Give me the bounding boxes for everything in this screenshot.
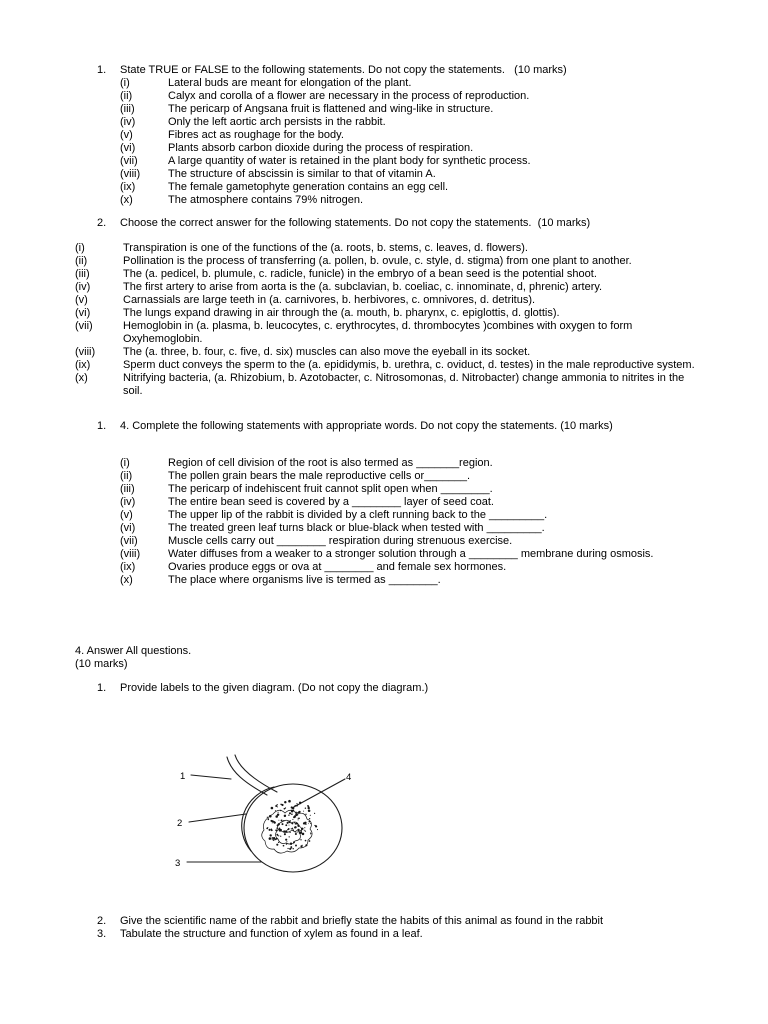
list-item xyxy=(120,142,720,155)
list-item xyxy=(120,496,720,509)
item-number: 3. xyxy=(97,928,107,940)
item-text: The pericarp of indehiscent fruit cannot split open when ________. xyxy=(168,483,493,495)
item-text: Carnassials are large teeth in (a. carnivores, b. herbivores, c. omnivores, d. detritus). xyxy=(123,294,536,306)
item-text: Hemoglobin in (a. plasma, b. leucocytes, c. erythrocytes, d. thrombocytes )combines with oxygen to form Oxyhemoglobin. xyxy=(123,320,636,345)
list-item xyxy=(120,77,720,90)
question-4-header xyxy=(75,645,715,671)
item-number: 2. xyxy=(97,915,107,927)
list-item xyxy=(120,535,720,548)
list-item xyxy=(75,359,695,372)
diagram-central-mass xyxy=(266,800,318,850)
list-item xyxy=(120,509,720,522)
item-text: Ovaries produce eggs or ova at ________ and female sex hormones. xyxy=(168,561,507,573)
list-item xyxy=(75,268,695,281)
list-item xyxy=(75,372,695,398)
item-text: Water diffuses from a weaker to a stronger solution through a ________ membrane during osmosis. xyxy=(168,548,654,560)
question-2-list xyxy=(75,242,695,398)
diagram-label-4: 4 xyxy=(346,772,352,783)
item-number: (x) xyxy=(120,194,133,206)
item-number: (iv) xyxy=(120,116,136,128)
list-item xyxy=(120,116,720,129)
item-text: Plants absorb carbon dioxide during the process of respiration. xyxy=(168,142,474,154)
list-item xyxy=(120,457,720,470)
item-number: (iii) xyxy=(120,103,135,115)
diagram-stalk-line xyxy=(227,757,267,795)
item-number: (ii) xyxy=(120,470,133,482)
item-text: Fibres act as roughage for the body. xyxy=(168,129,344,141)
diagram-stalk-line xyxy=(235,755,277,792)
question-text: Choose the correct answer for the following statements. Do not copy the statements. (10 marks) xyxy=(120,217,591,229)
item-number: (i) xyxy=(120,77,130,89)
list-item xyxy=(75,307,695,320)
item-number: (vii) xyxy=(120,535,138,547)
item-text: The entire bean seed is covered by a ________ layer of seed coat. xyxy=(168,496,494,508)
item-text: The female gametophyte generation contains an egg cell. xyxy=(168,181,449,193)
item-number: (iv) xyxy=(120,496,136,508)
list-item xyxy=(97,915,737,928)
diagram-outer-wall xyxy=(244,784,342,872)
list-item xyxy=(120,194,720,207)
question-number: 2. xyxy=(97,217,107,229)
list-item xyxy=(120,168,720,181)
item-text: Nitrifying bacteria, (a. Rhizobium, b. Azotobacter, c. Nitrosomonas, d. Nitrobacter) change ammonia to nitrites in the soil. xyxy=(123,372,688,397)
diagram-label-3: 3 xyxy=(175,858,181,869)
list-item xyxy=(120,470,720,483)
question-3-list xyxy=(120,457,720,587)
item-text: The (a. pedicel, b. plumule, c. radicle, funicle) in the embryo of a bean seed is the potential shoot. xyxy=(123,268,597,280)
item-text: The (a. three, b. four, c. five, d. six) muscles can also move the eyeball in its socket. xyxy=(123,346,531,358)
list-item xyxy=(120,574,720,587)
list-item xyxy=(120,548,720,561)
question-4-item-1 xyxy=(97,682,717,695)
list-item xyxy=(75,346,695,359)
question-2-header xyxy=(97,217,737,230)
ovule-diagram xyxy=(170,752,370,904)
item-number: (viii) xyxy=(75,346,96,358)
item-number: (ii) xyxy=(120,90,133,102)
item-text: A large quantity of water is retained in the plant body for synthetic process. xyxy=(168,155,531,167)
question-marks: (10 marks) xyxy=(75,658,128,670)
item-number: (v) xyxy=(75,294,88,306)
item-number: (ix) xyxy=(120,561,136,573)
item-text: Region of cell division of the root is also termed as _______region. xyxy=(168,457,493,469)
item-number: (v) xyxy=(120,509,133,521)
list-item xyxy=(120,561,720,574)
item-number: (vii) xyxy=(75,320,93,332)
list-item xyxy=(75,320,695,346)
label-line-1 xyxy=(191,775,231,779)
item-number: (x) xyxy=(75,372,88,384)
item-text: Lateral buds are meant for elongation of the plant. xyxy=(168,77,412,89)
item-number: (v) xyxy=(120,129,133,141)
item-number: (iv) xyxy=(75,281,91,293)
list-item xyxy=(120,483,720,496)
item-text: The place where organisms live is termed as ________. xyxy=(168,574,441,586)
item-text: The treated green leaf turns black or blue-black when tested with _________. xyxy=(168,522,545,534)
item-number: (iii) xyxy=(75,268,90,280)
item-text: Calyx and corolla of a flower are necessary in the process of reproduction. xyxy=(168,90,530,102)
list-item xyxy=(75,242,695,255)
list-item xyxy=(97,928,737,941)
item-number: (vi) xyxy=(75,307,91,319)
item-number: (iii) xyxy=(120,483,135,495)
question-text: State TRUE or FALSE to the following statements. Do not copy the statements. (10 marks) xyxy=(120,64,567,76)
list-item xyxy=(120,103,720,116)
item-text: The pollen grain bears the male reproductive cells or_______. xyxy=(168,470,471,482)
item-number: (x) xyxy=(120,574,133,586)
list-item xyxy=(75,255,695,268)
question-1-header xyxy=(97,64,737,77)
diagram-label-1: 1 xyxy=(180,771,186,782)
item-text: Sperm duct conveys the sperm to the (a. epididymis, b. urethra, c. oviduct, d. testes) in the male reproductive system. xyxy=(123,359,695,371)
list-item xyxy=(75,294,695,307)
item-text: Transpiration is one of the functions of the (a. roots, b. stems, c. leaves, d. flowers). xyxy=(123,242,528,254)
item-number: (ix) xyxy=(75,359,91,371)
item-text: The upper lip of the rabbit is divided by a cleft running back to the _________. xyxy=(168,509,548,521)
diagram-label-2: 2 xyxy=(177,818,183,829)
item-number: (vi) xyxy=(120,522,136,534)
item-text: Only the left aortic arch persists in the rabbit. xyxy=(168,116,386,128)
item-text: The pericarp of Angsana fruit is flattened and wing-like in structure. xyxy=(168,103,494,115)
item-text: The structure of abscissin is similar to that of vitamin A. xyxy=(168,168,436,180)
question-3-header xyxy=(97,420,737,433)
list-item xyxy=(120,90,720,103)
list-item xyxy=(75,281,695,294)
question-text: 4. Answer All questions. xyxy=(75,645,192,657)
item-text: The first artery to arise from aorta is the (a. subclavian, b. coeliac, c. innominate, d, phrenic) artery. xyxy=(123,281,603,293)
item-number: (ix) xyxy=(120,181,136,193)
item-text: The atmosphere contains 79% nitrogen. xyxy=(168,194,364,206)
question-number: 1. xyxy=(97,64,107,76)
item-number: (i) xyxy=(120,457,130,469)
item-number: (vii) xyxy=(120,155,138,167)
question-4-items-bottom xyxy=(97,915,737,941)
list-item xyxy=(120,522,720,535)
question-number: 1. xyxy=(97,420,107,432)
list-item xyxy=(120,129,720,142)
item-number: (ii) xyxy=(75,255,88,267)
item-number: (viii) xyxy=(120,168,141,180)
item-text: Give the scientific name of the rabbit and briefly state the habits of this animal as found in the rabbit xyxy=(120,915,604,927)
question-1-list xyxy=(120,77,720,207)
label-line-2 xyxy=(189,814,246,822)
item-text: Tabulate the structure and function of xylem as found in a leaf. xyxy=(120,928,423,940)
question-text: 4. Complete the following statements with appropriate words. Do not copy the statements. (10 marks) xyxy=(120,420,613,432)
list-item xyxy=(120,155,720,168)
item-number: (i) xyxy=(75,242,85,254)
item-number: (vi) xyxy=(120,142,136,154)
item-number: 1. xyxy=(97,682,107,694)
item-text: Provide labels to the given diagram. (Do not copy the diagram.) xyxy=(120,682,429,694)
item-text: The lungs expand drawing in air through the (a. mouth, b. pharynx, c. epiglottis, d. glottis). xyxy=(123,307,560,319)
list-item xyxy=(120,181,720,194)
item-number: (viii) xyxy=(120,548,141,560)
item-text: Pollination is the process of transferring (a. pollen, b. ovule, c. style, d. stigma) from one plant to another. xyxy=(123,255,632,267)
item-text: Muscle cells carry out ________ respiration during strenuous exercise. xyxy=(168,535,513,547)
